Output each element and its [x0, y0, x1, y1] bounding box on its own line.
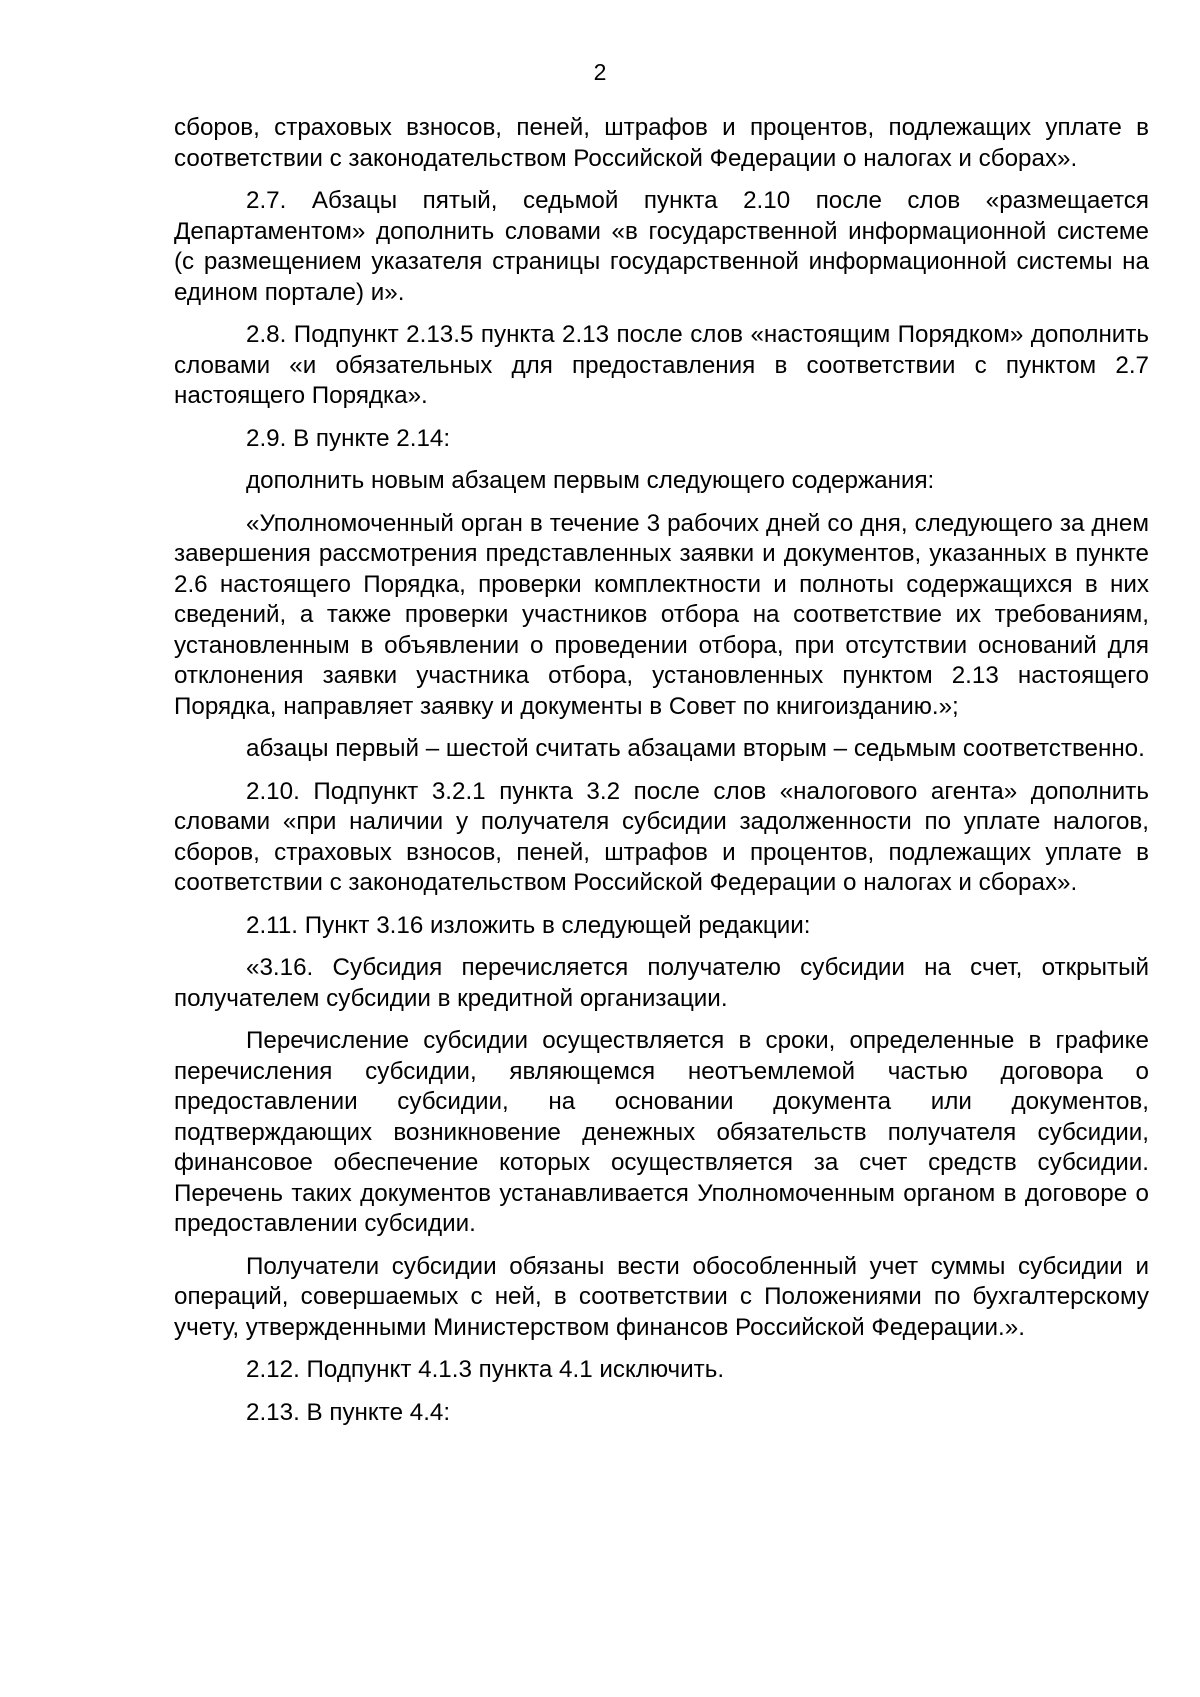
- page-number: 2: [593, 59, 607, 85]
- paragraph-3-16-quote: «3.16. Субсидия перечисляется получателю субсидии на счет, открытый получателем субсидии в кредитной организации.: [174, 954, 1149, 1012]
- paragraph-2-9-quote: «Уполномоченный орган в течение 3 рабочих дней со дня, следующего за днем завершения рассмотрения представленных заявки и документов, указанных в пункте 2.6 настоящего Порядка, проверки комплектности и полноты содержащихся в них сведений, а также проверки участников отбора на соответствие их требованиям, установленным в объявлении о проведении отбора, при отсутствии оснований для отклонения заявки участника отбора, установленных пунктом 2.13 настоящего Порядка, направляет заявку и документы в Совет по книгоизданию.»;: [174, 509, 1149, 720]
- paragraph-continuation: сборов, страховых взносов, пеней, штрафов и процентов, подлежащих уплате в соответствии с законодательством Российской Федерации о налогах и сборах».: [174, 114, 1149, 172]
- paragraph-2-9-intro: дополнить новым абзацем первым следующего содержания:: [246, 467, 935, 494]
- document-body: [174, 113, 1149, 1440]
- paragraph-2-8: 2.8. Подпункт 2.13.5 пункта 2.13 после слов «настоящим Порядком» дополнить словами «и обязательных для предоставления в соответствии с пунктом 2.7 настоящего Порядка».: [174, 321, 1149, 409]
- paragraph-2-10: 2.10. Подпункт 3.2.1 пункта 3.2 после слов «налогового агента» дополнить словами «при наличии у получателя субсидии задолженности по уплате налогов, сборов, страховых взносов, пеней, штрафов и процентов, подлежащих уплате в соответствии с законодательством Российской Федерации о налогах и сборах».: [174, 777, 1149, 896]
- paragraph-3-16-accounting: Получатели субсидии обязаны вести обособленный учет суммы субсидии и операций, совершаемых с ней, в соответствии с Положениями по бухгалтерскому учету, утвержденными Министерством финансов Российской Федерации.».: [174, 1252, 1149, 1341]
- paragraph-2-13: 2.13. В пункте 4.4:: [246, 1398, 451, 1426]
- paragraph-2-9-renumber: абзацы первый – шестой считать абзацами вторым – седьмым соответственно.: [246, 735, 1145, 762]
- paragraph-2-7: 2.7. Абзацы пятый, седьмой пункта 2.10 после слов «размещается Департаментом» дополнить словами «в государственной информационной системе (с размещением указателя страницы государственной информационной системы на едином портале) и».: [174, 187, 1149, 306]
- paragraph-3-16-transfer: Перечисление субсидии осуществляется в сроки, определенные в графике перечисления субсидии, являющемся неотъемлемой частью договора о предоставлении субсидии, на основании документа или документов, подтверждающих возникновение денежных обязательств получателя субсидии, финансовое обеспечение которых осуществляется за счет средств субсидии. Перечень таких документов устанавливается Уполномоченным органом в договоре о предоставлении субсидии.: [174, 1027, 1149, 1237]
- paragraph-2-11: 2.11. Пункт 3.16 изложить в следующей редакции:: [246, 911, 811, 939]
- paragraph-2-12: 2.12. Подпункт 4.1.3 пункта 4.1 исключить.: [246, 1356, 725, 1383]
- paragraph-2-9: 2.9. В пункте 2.14:: [246, 424, 451, 452]
